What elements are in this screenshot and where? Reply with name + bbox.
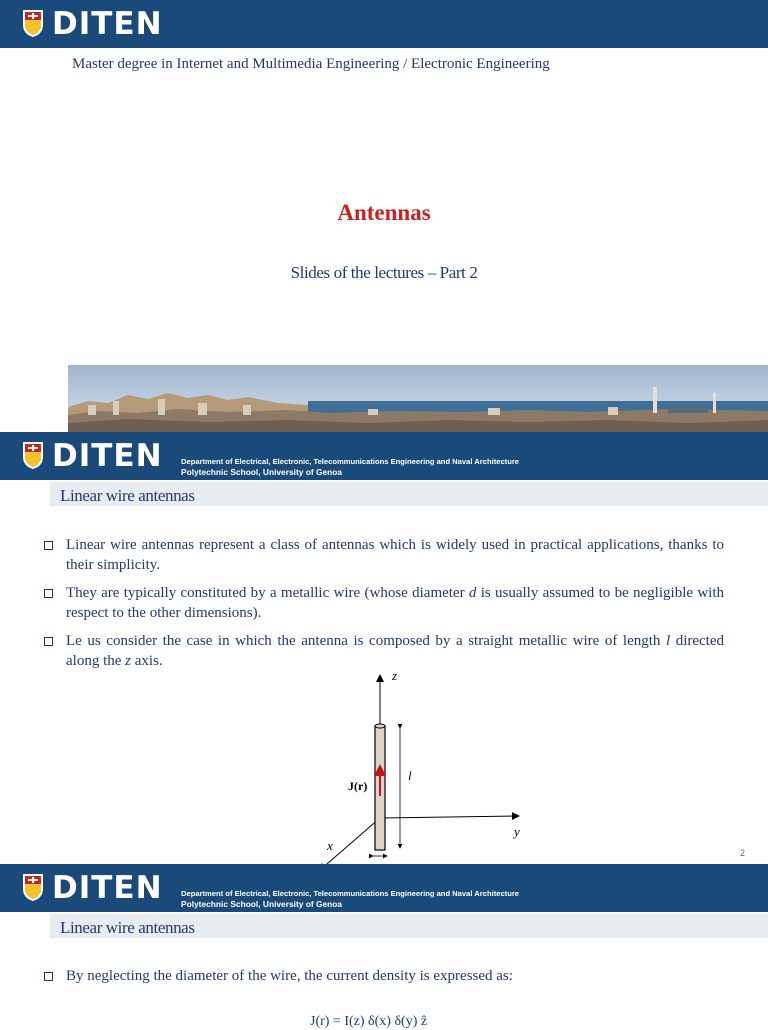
genoa-panorama-image: [68, 365, 768, 432]
school-name: Polytechnic School, University of Genoa: [181, 899, 343, 909]
label-x: x: [327, 838, 333, 853]
variable-d: d: [468, 585, 477, 601]
brand-logo-text: DITEN: [52, 6, 163, 42]
bullet-item: [44, 631, 724, 671]
bullet-text: is usually assumed to be negligible with respect to the other dimensions).: [66, 585, 724, 621]
slide-title: [0, 0, 768, 432]
presentation-title: Antennas: [337, 200, 431, 225]
label-z: z: [392, 668, 398, 683]
variable-l: l: [665, 633, 671, 649]
page-number: 2: [740, 848, 746, 858]
course-subtitle: Master degree in Internet and Multimedia Engineering / Electronic Engineering: [72, 56, 550, 72]
department-name: Department of Electrical, Electronic, Telecommunications Engineering and Naval Architecture: [181, 457, 520, 466]
university-seal-icon: [22, 440, 44, 470]
brand-logo-text: DITEN: [52, 870, 163, 906]
square-bullet-icon: [44, 637, 53, 646]
bullet-item: [44, 535, 724, 575]
variable-z: z: [125, 653, 131, 669]
section-title: Linear wire antennas: [60, 486, 195, 505]
current-density-equation: J(r) = I(z) δ(x) δ(y) ẑ: [310, 1014, 428, 1029]
section-title: Linear wire antennas: [60, 918, 195, 937]
university-seal-icon: [22, 8, 44, 38]
presentation-subtitle: Slides of the lectures – Part 2: [290, 263, 478, 282]
square-bullet-icon: [44, 541, 53, 550]
bullet-item: [44, 966, 724, 986]
label-current-density: J(r): [348, 779, 368, 793]
label-y: y: [514, 824, 520, 839]
bullet-item: [44, 583, 724, 623]
header-bar: [0, 0, 768, 48]
wire-top-cap: [375, 724, 385, 728]
university-seal-icon: [22, 872, 44, 902]
bullet-list: [44, 535, 724, 679]
bullet-text: By neglecting the diameter of the wire, the current density is expressed as:: [66, 968, 513, 984]
header-bar: [0, 432, 768, 480]
square-bullet-icon: [44, 972, 53, 981]
wire-antenna-diagram: [310, 668, 540, 858]
bullet-text: axis.: [131, 653, 163, 669]
bullet-text: directed along the: [66, 633, 724, 669]
slide-linear-wire-antennas-2: [0, 864, 768, 1029]
label-l: l: [408, 768, 412, 783]
brand-logo-text: DITEN: [52, 438, 163, 474]
department-name: Department of Electrical, Electronic, Telecommunications Engineering and Naval Architecture: [181, 889, 520, 898]
bullet-text: Linear wire antennas represent a class of antennas which is widely used in practical applications, thanks to their simplicity.: [66, 537, 724, 573]
slide-linear-wire-antennas-1: [0, 432, 768, 864]
y-axis: [380, 816, 518, 818]
bullet-text: Le us consider the case in which the antenna is composed by a straight metallic wire of length: [66, 633, 666, 649]
school-name: Polytechnic School, University of Genoa: [181, 467, 343, 477]
bullet-list: [44, 966, 724, 994]
header-bar: [0, 864, 768, 912]
square-bullet-icon: [44, 589, 53, 598]
bullet-text: They are typically constituted by a metallic wire (whose diameter: [66, 585, 469, 601]
